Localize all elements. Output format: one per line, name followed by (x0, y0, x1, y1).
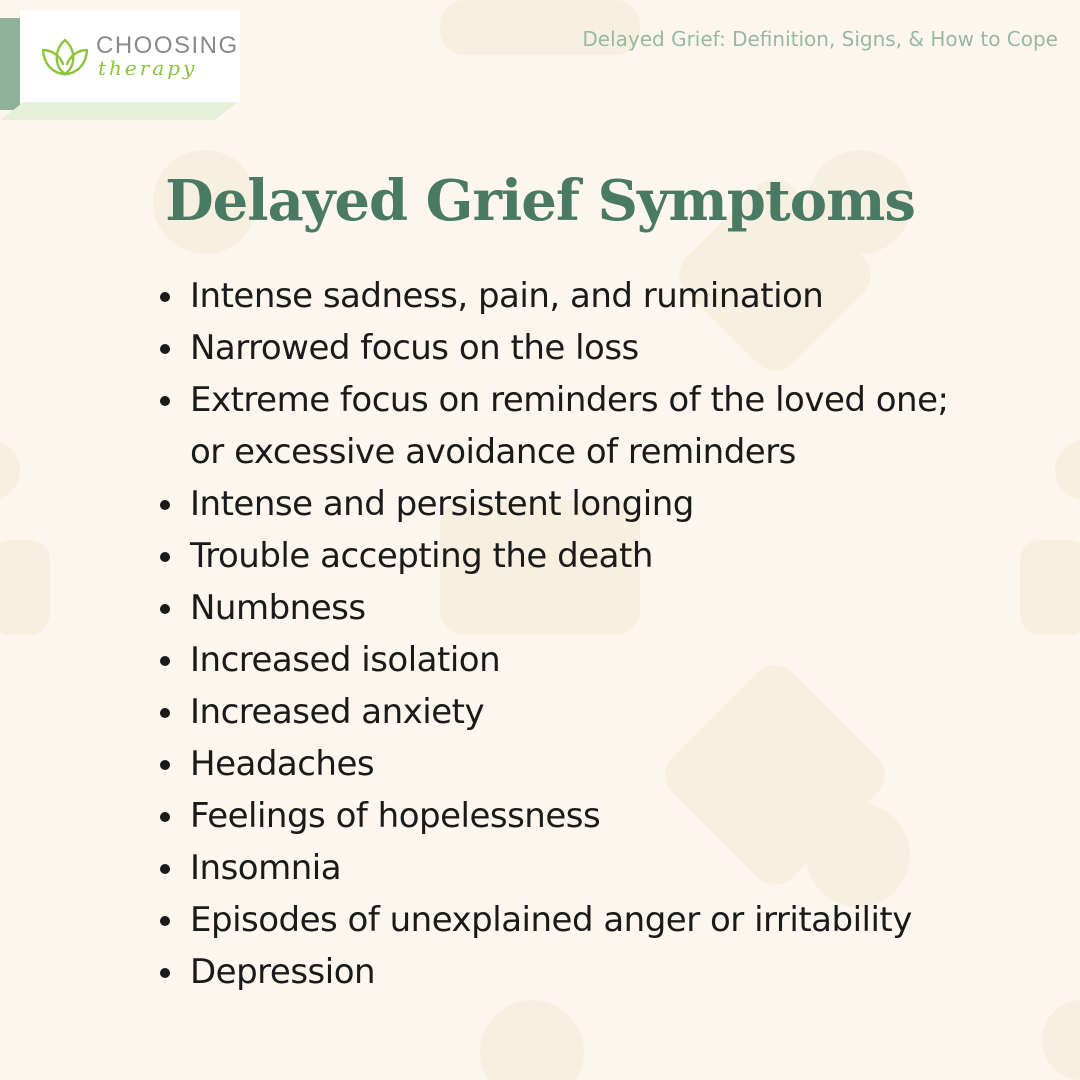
choosing-therapy-logo[interactable] (0, 10, 242, 112)
list-item-text: Increased anxiety (190, 692, 485, 732)
bullet-icon (160, 292, 170, 302)
list-item (160, 842, 980, 894)
list-item-text: Feelings of hopelessness (190, 796, 601, 836)
logo-wordmark-choosing: CHOOSING (96, 32, 239, 59)
list-item (160, 946, 980, 998)
page-title: Delayed Grief Symptoms (165, 168, 915, 234)
bullet-icon (160, 396, 170, 406)
list-item-text: Headaches (190, 744, 375, 784)
list-item (160, 894, 980, 946)
list-item (160, 790, 980, 842)
bullet-icon (160, 968, 170, 978)
bullet-icon (160, 708, 170, 718)
article-title-link[interactable]: Delayed Grief: Definition, Signs, & How to Cope (582, 27, 1058, 51)
list-item-text: Narrowed focus on the loss (190, 328, 639, 368)
list-item (160, 530, 980, 582)
logo-accent-bar (0, 18, 20, 110)
bullet-icon (160, 916, 170, 926)
list-item-text: Episodes of unexplained anger or irritability (190, 900, 912, 940)
list-item-text: Intense sadness, pain, and rumination (190, 276, 824, 316)
list-item-text: Trouble accepting the death (190, 536, 653, 576)
list-item (160, 478, 980, 530)
list-item-text: Extreme focus on reminders of the loved one; or excessive avoidance of reminders (190, 380, 949, 472)
symptom-list (160, 270, 980, 998)
logo-wordmark-therapy: therapy (98, 56, 198, 80)
list-item-text: Increased isolation (190, 640, 501, 680)
logo-box (20, 10, 240, 102)
list-item (160, 270, 980, 322)
list-item (160, 686, 980, 738)
list-item (160, 634, 980, 686)
logo-accent-strip (0, 102, 238, 120)
bullet-icon (160, 604, 170, 614)
lotus-icon (40, 34, 90, 78)
list-item (160, 738, 980, 790)
bullet-icon (160, 812, 170, 822)
bullet-icon (160, 656, 170, 666)
list-item-text: Insomnia (190, 848, 342, 888)
list-item (160, 374, 980, 478)
list-item-text: Numbness (190, 588, 366, 628)
bullet-icon (160, 344, 170, 354)
bullet-icon (160, 552, 170, 562)
list-item (160, 582, 980, 634)
bullet-icon (160, 760, 170, 770)
list-item-text: Intense and persistent longing (190, 484, 694, 524)
list-item (160, 322, 980, 374)
list-item-text: Depression (190, 952, 376, 992)
bullet-icon (160, 500, 170, 510)
bullet-icon (160, 864, 170, 874)
